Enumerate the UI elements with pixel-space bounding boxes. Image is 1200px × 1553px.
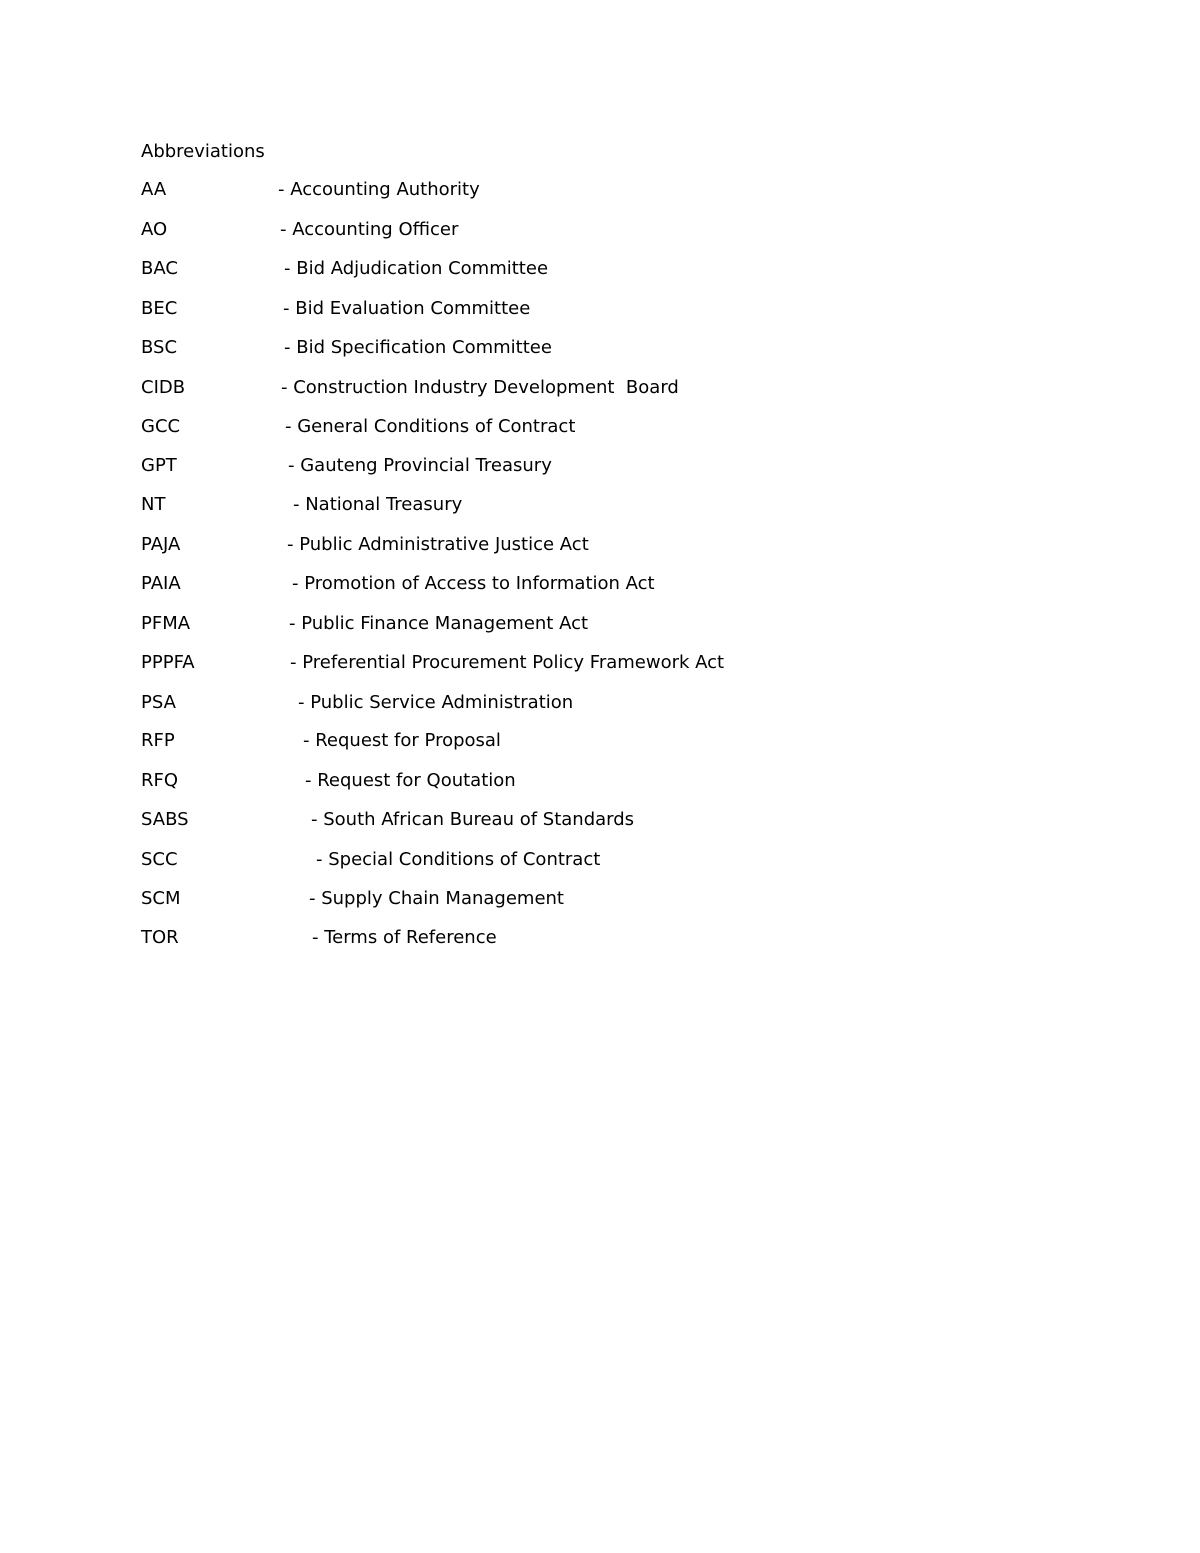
abbreviation-term: SCC: [141, 849, 178, 870]
abbreviation-definition: - South African Bureau of Standards: [311, 809, 635, 830]
abbreviation-term: TOR: [141, 927, 179, 948]
abbreviation-term: BAC: [141, 258, 178, 279]
abbreviation-definition: - Promotion of Access to Information Act: [292, 573, 655, 594]
abbreviation-definition: - Public Service Administration: [298, 692, 574, 713]
abbreviation-definition: - Accounting Officer: [280, 219, 459, 240]
abbreviation-term: SABS: [141, 809, 189, 830]
abbreviation-term: PAIA: [141, 573, 181, 594]
abbreviation-term: GPT: [141, 455, 177, 476]
abbreviation-definition: - Terms of Reference: [312, 927, 497, 948]
abbreviation-definition: - Public Administrative Justice Act: [287, 534, 589, 555]
abbreviation-term: PSA: [141, 692, 176, 713]
abbreviation-definition: - Bid Adjudication Committee: [284, 258, 549, 279]
abbreviation-term: RFQ: [141, 770, 179, 791]
abbreviation-term: BSC: [141, 337, 178, 358]
abbreviation-term: BEC: [141, 298, 178, 319]
abbreviation-definition: - Gauteng Provincial Treasury: [288, 455, 552, 476]
abbreviation-term: PFMA: [141, 613, 191, 634]
abbreviation-term: AA: [141, 179, 167, 200]
abbreviation-definition: - Request for Proposal: [303, 730, 501, 751]
abbreviation-definition: - Bid Evaluation Committee: [283, 298, 531, 319]
abbreviation-definition: - Request for Qoutation: [305, 770, 516, 791]
abbreviation-term: AO: [141, 219, 168, 240]
abbreviation-term: SCM: [141, 888, 181, 909]
abbreviation-definition: - Special Conditions of Contract: [316, 849, 601, 870]
abbreviation-definition: - Preferential Procurement Policy Framework Act: [290, 652, 725, 673]
abbreviation-definition: - Supply Chain Management: [309, 888, 564, 909]
abbreviation-definition: - Accounting Authority: [278, 179, 480, 200]
abbreviation-term: RFP: [141, 730, 175, 751]
abbreviation-definition: - Bid Specification Committee: [284, 337, 552, 358]
abbreviation-definition: - Construction Industry Development Board: [281, 377, 679, 398]
abbreviation-term: PPPFA: [141, 652, 195, 673]
abbreviation-definition: - Public Finance Management Act: [289, 613, 589, 634]
abbreviation-term: PAJA: [141, 534, 181, 555]
abbreviation-definition: - National Treasury: [293, 494, 463, 515]
abbreviation-term: NT: [141, 494, 166, 515]
abbreviation-term: GCC: [141, 416, 181, 437]
abbreviation-term: CIDB: [141, 377, 186, 398]
abbreviation-definition: - General Conditions of Contract: [285, 416, 576, 437]
page-title: Abbreviations: [141, 141, 265, 162]
